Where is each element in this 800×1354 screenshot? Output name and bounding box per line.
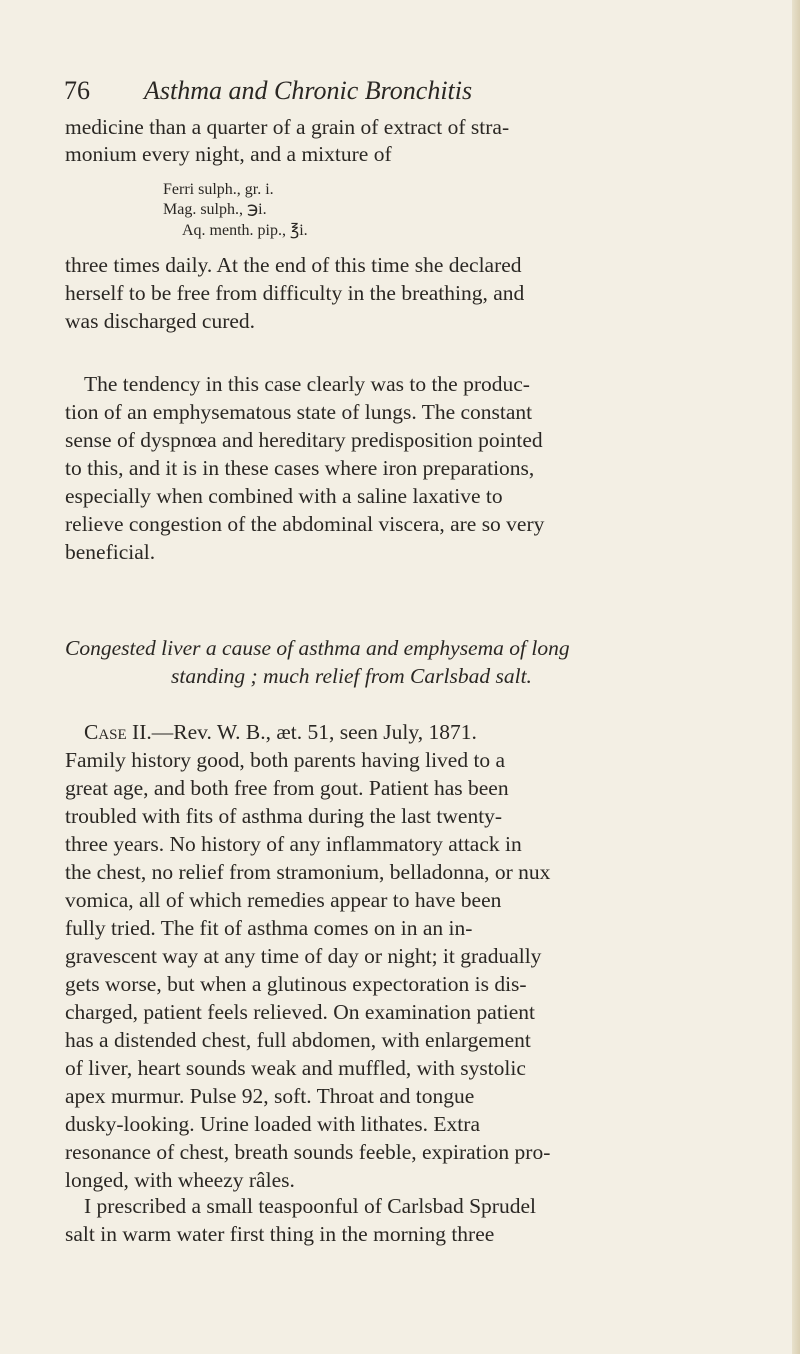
- text-line: herself to be free from difficulty in the breathing, and: [65, 281, 525, 305]
- running-title: Asthma and Chronic Bronchitis: [144, 76, 473, 105]
- text-line: salt in warm water first thing in the morning three: [65, 1222, 495, 1246]
- page-number: 76: [64, 76, 90, 105]
- text-line: gravescent way at any time of day or night; it gradually: [65, 944, 542, 968]
- text-line: vomica, all of which remedies appear to have been: [65, 888, 502, 912]
- text-line: medicine than a quarter of a grain of extract of stra-: [65, 115, 510, 139]
- text-line: to this, and it is in these cases where iron preparations,: [65, 456, 535, 480]
- text-line: has a distended chest, full abdomen, with enlargement: [65, 1028, 531, 1052]
- text-line: [84, 718, 800, 746]
- text-line: apex murmur. Pulse 92, soft. Throat and tongue: [65, 1084, 475, 1108]
- case-intro: —Rev. W. B., æt. 51, seen July, 1871.: [151, 720, 477, 744]
- text-line: dusky-looking. Urine loaded with lithates. Extra: [65, 1112, 480, 1136]
- prescription-line: Aq. menth. pip., ℥i.: [182, 222, 308, 239]
- text-line: beneficial.: [65, 540, 156, 564]
- text-line: fully tried. The fit of asthma comes on in an in-: [65, 916, 473, 940]
- prescription-line: Ferri sulph., gr. i.: [163, 181, 274, 198]
- text-line: resonance of chest, breath sounds feeble, expiration pro-: [65, 1140, 551, 1164]
- text-line: charged, patient feels relieved. On examination patient: [65, 1000, 536, 1024]
- text-line: the chest, no relief from stramonium, belladonna, or nux: [65, 860, 551, 884]
- text-line: troubled with fits of asthma during the last twenty-: [65, 804, 503, 828]
- text-line: three times daily. At the end of this time she declared: [65, 253, 522, 277]
- case-label: Case II.: [84, 720, 152, 744]
- text-line: I prescribed a small teaspoonful of Carlsbad Sprudel: [84, 1194, 536, 1218]
- prescription-line: Mag. sulph., ℈i.: [163, 201, 267, 218]
- text-line: was discharged cured.: [65, 309, 256, 333]
- text-line: especially when combined with a saline laxative to: [65, 484, 503, 508]
- text-line: Family history good, both parents having lived to a: [65, 748, 506, 772]
- text-line: three years. No history of any inflammatory attack in: [65, 832, 522, 856]
- text-line: The tendency in this case clearly was to the produc-: [84, 372, 530, 396]
- text-line: tion of an emphysematous state of lungs. The constant: [65, 400, 533, 424]
- text-line: sense of dyspnœa and hereditary predisposition pointed: [65, 428, 543, 452]
- text-line: relieve congestion of the abdominal viscera, are so very: [65, 512, 545, 536]
- section-subheading: standing ; much relief from Carlsbad salt.: [171, 664, 532, 688]
- page-edge: [792, 0, 800, 1354]
- text-line: of liver, heart sounds weak and muffled, with systolic: [65, 1056, 526, 1080]
- text-line: monium every night, and a mixture of: [65, 142, 392, 166]
- text-line: great age, and both free from gout. Patient has been: [65, 776, 509, 800]
- text-line: gets worse, but when a glutinous expectoration is dis-: [65, 972, 527, 996]
- text-line: longed, with wheezy râles.: [65, 1168, 295, 1192]
- section-subheading: Congested liver a cause of asthma and emphysema of long: [65, 636, 570, 660]
